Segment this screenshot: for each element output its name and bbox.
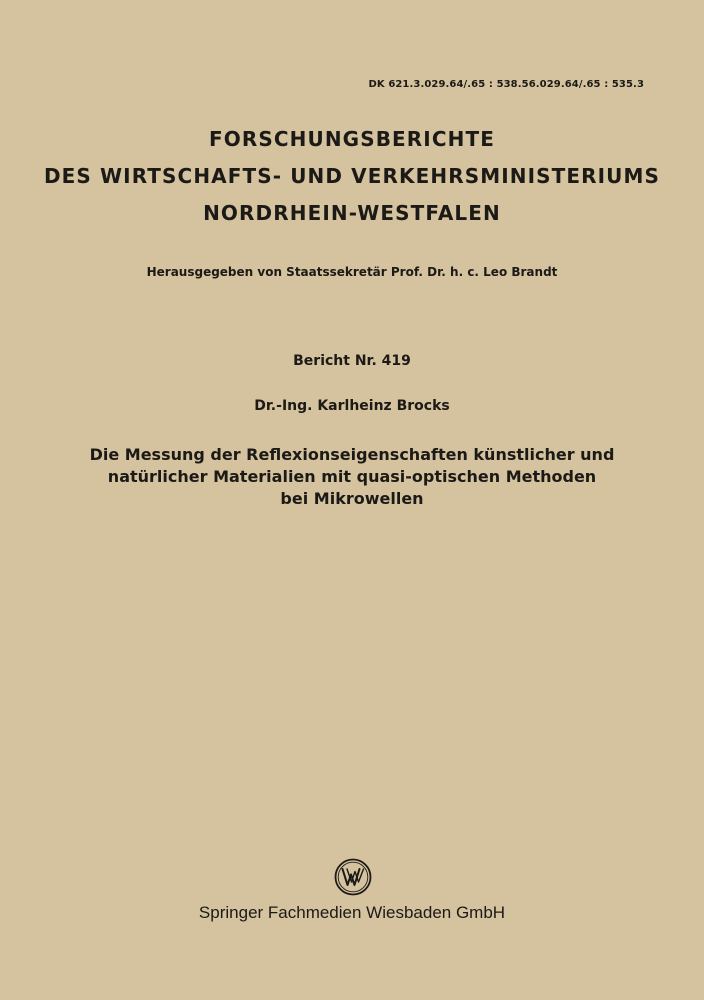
series-title-line-3: NORDRHEIN-WESTFALEN (203, 201, 501, 225)
series-title-line-2: DES WIRTSCHAFTS- UND VERKEHRSMINISTERIUMS (43, 164, 661, 188)
editor-line: Herausgegeben von Staatssekretär Prof. Dr. h. c. Leo Brandt (146, 265, 558, 279)
report-number: Bericht Nr. 419 (293, 353, 411, 369)
publisher-name: Springer Fachmedien Wiesbaden GmbH (198, 903, 506, 922)
springer-logo-icon (334, 858, 372, 896)
series-title (0, 121, 704, 232)
classification-code: DK 621.3.029.64/.65 : 538.56.029.64/.65 : 535.3 (368, 79, 644, 90)
book-title-line-2: natürlicher Materialien mit quasi-optischen Methoden (107, 467, 597, 486)
series-title-line-1: FORSCHUNGSBERICHTE (209, 127, 495, 151)
book-title-line-3: bei Mikrowellen (280, 489, 424, 508)
book-title-line-1: Die Messung der Reflexionseigenschaften künstlicher und (89, 445, 615, 464)
book-title (0, 444, 704, 510)
author: Dr.-Ing. Karlheinz Brocks (254, 398, 450, 414)
